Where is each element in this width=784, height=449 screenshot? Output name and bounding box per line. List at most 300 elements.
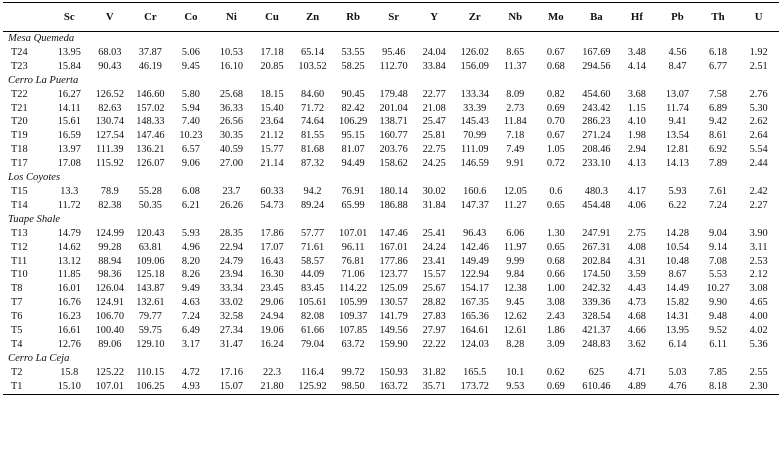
cell-zr: 145.43 bbox=[460, 116, 489, 128]
cell-pb: 14.31 bbox=[665, 311, 690, 323]
cell-zr: 167.35 bbox=[460, 297, 489, 309]
header-y: Y bbox=[414, 3, 455, 32]
cell-cu: 17.07 bbox=[260, 241, 284, 253]
cell-cu: 20.85 bbox=[260, 60, 284, 72]
cell-co: 5.80 bbox=[181, 88, 200, 100]
cell-mo: 3.08 bbox=[546, 297, 565, 309]
cell-th: 7.08 bbox=[709, 255, 728, 267]
header-rb: Rb bbox=[333, 3, 374, 32]
group-row bbox=[3, 213, 779, 227]
cell-cr: 37.87 bbox=[138, 46, 162, 58]
cell-ni: 24.79 bbox=[219, 255, 244, 267]
cell-cu: 16.30 bbox=[260, 269, 284, 281]
cell-cr: 50.35 bbox=[138, 199, 162, 211]
cell-ni: 33.34 bbox=[219, 283, 244, 295]
cell-hf: 4.68 bbox=[627, 311, 646, 323]
header-co: Co bbox=[171, 3, 212, 32]
cell-th: 7.61 bbox=[709, 185, 728, 197]
cell-ni: 31.47 bbox=[219, 338, 244, 350]
cell-hf: 3.48 bbox=[627, 46, 646, 58]
cell-ni: 15.07 bbox=[211, 380, 252, 394]
cell-nb: 10.1 bbox=[506, 366, 525, 378]
cell-y: 24.24 bbox=[422, 241, 446, 253]
cell-ni: 16.10 bbox=[219, 60, 244, 72]
cell-sc: 14.62 bbox=[57, 241, 81, 253]
cell-sr: 177.86 bbox=[379, 255, 408, 267]
cell-hf: 3.68 bbox=[627, 88, 646, 100]
header-v: V bbox=[90, 3, 131, 32]
cell-cu: 16.43 bbox=[260, 255, 284, 267]
cell-nb: 8.65 bbox=[506, 46, 525, 58]
cell-pb: 6.14 bbox=[668, 338, 687, 350]
cell-zr: 111.09 bbox=[460, 144, 489, 156]
table-row bbox=[3, 157, 779, 171]
header-hf: Hf bbox=[617, 3, 658, 32]
group-title: Cerro La Ceja bbox=[8, 352, 70, 364]
cell-sc: 11.85 bbox=[57, 269, 81, 281]
cell-sc: 11.72 bbox=[57, 199, 81, 211]
cell-ni: 23.7 bbox=[222, 185, 241, 197]
cell-hf: 2.94 bbox=[627, 144, 646, 156]
cell-pb: 8.67 bbox=[668, 269, 687, 281]
cell-cu: 54.73 bbox=[260, 199, 284, 211]
table-row bbox=[3, 143, 779, 157]
table-row bbox=[3, 102, 779, 116]
cell-rb: 53.55 bbox=[341, 46, 365, 58]
cell-cu: 17.86 bbox=[260, 227, 284, 239]
cell-sr: 138.71 bbox=[379, 116, 408, 128]
cell-sc: 16.01 bbox=[57, 283, 81, 295]
table-row bbox=[3, 338, 779, 352]
cell-u: 2.27 bbox=[749, 199, 768, 211]
cell-u: 1.92 bbox=[749, 46, 768, 58]
cell-rb: 98.50 bbox=[333, 380, 374, 394]
cell-cu: 60.33 bbox=[260, 185, 284, 197]
cell-v: 126.04 bbox=[95, 283, 124, 295]
cell-hf: 4.13 bbox=[627, 158, 646, 170]
cell-y: 27.83 bbox=[422, 311, 446, 323]
cell-mo: 1.30 bbox=[546, 227, 565, 239]
cell-nb: 9.84 bbox=[506, 269, 525, 281]
cell-pb: 6.22 bbox=[668, 199, 687, 211]
cell-u: 3.11 bbox=[749, 241, 768, 253]
header-ba: Ba bbox=[576, 3, 617, 32]
cell-ba: 421.37 bbox=[582, 325, 611, 337]
group-row bbox=[3, 171, 779, 185]
cell-th: 7.58 bbox=[709, 88, 728, 100]
cell-cr: 157.02 bbox=[136, 102, 165, 114]
group-row bbox=[3, 32, 779, 46]
cell-zn: 82.08 bbox=[300, 311, 325, 323]
cell-sr: 130.57 bbox=[379, 297, 408, 309]
cell-cu: 23.64 bbox=[260, 116, 284, 128]
cell-mo: 0.69 bbox=[546, 102, 565, 114]
cell-ba: 286.23 bbox=[582, 116, 611, 128]
cell-zr: 96.43 bbox=[463, 227, 487, 239]
cell-nb: 12.38 bbox=[503, 283, 527, 295]
cell-ni: 27.00 bbox=[219, 158, 244, 170]
cell-y: 24.04 bbox=[422, 46, 446, 58]
cell-co: 6.08 bbox=[181, 185, 200, 197]
header-cu: Cu bbox=[252, 3, 293, 32]
header-cr: Cr bbox=[130, 3, 171, 32]
cell-v: 88.94 bbox=[98, 255, 122, 267]
cell-pb: 4.76 bbox=[657, 380, 698, 394]
cell-rb: 105.99 bbox=[338, 297, 368, 309]
cell-rb: 63.72 bbox=[341, 338, 365, 350]
cell-u: 3.90 bbox=[749, 227, 768, 239]
cell-u: 2.30 bbox=[738, 380, 779, 394]
cell-cu: 22.3 bbox=[262, 366, 282, 378]
cell-co: 4.93 bbox=[171, 380, 212, 394]
cell-y: 22.77 bbox=[422, 88, 446, 100]
cell-th: 7.85 bbox=[709, 366, 728, 378]
cell-y: 30.02 bbox=[422, 185, 446, 197]
cell-ni: 10.53 bbox=[219, 46, 244, 58]
cell-pb: 13.95 bbox=[665, 325, 690, 337]
cell-v: 124.91 bbox=[95, 297, 124, 309]
cell-rb: 94.49 bbox=[341, 158, 365, 170]
cell-y: 25.41 bbox=[422, 227, 446, 239]
cell-co: 8.26 bbox=[181, 269, 200, 281]
cell-mo: 0.69 bbox=[536, 380, 577, 394]
cell-cr: 120.43 bbox=[136, 227, 165, 239]
cell-u: 2.55 bbox=[749, 366, 768, 378]
cell-cr: 136.21 bbox=[136, 144, 165, 156]
cell-sr: 95.46 bbox=[382, 46, 406, 58]
cell-sr: 147.46 bbox=[379, 227, 408, 239]
table-container bbox=[3, 2, 779, 395]
sample-id: T11 bbox=[11, 255, 28, 267]
cell-sr: 112.70 bbox=[379, 60, 408, 72]
cell-pb: 8.47 bbox=[668, 60, 687, 72]
cell-cr: 106.25 bbox=[130, 380, 171, 394]
cell-nb: 7.18 bbox=[506, 130, 525, 142]
cell-ni: 28.35 bbox=[219, 227, 244, 239]
cell-cr: 129.10 bbox=[136, 338, 165, 350]
cell-zr: 154.17 bbox=[460, 283, 489, 295]
cell-th: 7.24 bbox=[709, 199, 728, 211]
cell-zn: 61.66 bbox=[300, 325, 325, 337]
cell-cr: 148.33 bbox=[136, 116, 165, 128]
sample-id: T24 bbox=[11, 46, 28, 58]
cell-y: 33.84 bbox=[422, 60, 446, 72]
cell-th: 6.92 bbox=[709, 144, 728, 156]
sample-id: T6 bbox=[11, 311, 23, 323]
cell-sc: 14.11 bbox=[57, 102, 81, 114]
cell-mo: 0.66 bbox=[546, 269, 565, 281]
cell-sc: 13.95 bbox=[57, 46, 81, 58]
table-row bbox=[3, 60, 779, 74]
cell-cu: 19.06 bbox=[260, 325, 284, 337]
cell-ni: 22.94 bbox=[219, 241, 244, 253]
cell-ba: 243.42 bbox=[582, 102, 611, 114]
cell-th: 9.52 bbox=[709, 325, 728, 337]
cell-nb: 11.37 bbox=[503, 60, 527, 72]
cell-sc: 16.59 bbox=[57, 130, 81, 142]
cell-nb: 8.28 bbox=[506, 338, 525, 350]
cell-sr: 179.48 bbox=[379, 88, 408, 100]
cell-pb: 14.28 bbox=[665, 227, 690, 239]
cell-mo: 0.70 bbox=[546, 116, 565, 128]
cell-zr: 160.6 bbox=[463, 185, 487, 197]
cell-ni: 17.16 bbox=[219, 366, 244, 378]
cell-ba: 480.3 bbox=[584, 185, 608, 197]
cell-th: 5.53 bbox=[709, 269, 728, 281]
cell-th: 9.42 bbox=[709, 116, 728, 128]
cell-ni: 27.34 bbox=[219, 325, 244, 337]
cell-co: 4.72 bbox=[181, 366, 200, 378]
cell-sc: 15.8 bbox=[60, 366, 79, 378]
cell-cu: 16.24 bbox=[260, 338, 284, 350]
cell-sc: 13.97 bbox=[57, 144, 81, 156]
table-row bbox=[3, 366, 779, 380]
cell-ni: 25.68 bbox=[219, 88, 244, 100]
cell-cu: 17.18 bbox=[260, 46, 284, 58]
table-row bbox=[3, 185, 779, 199]
cell-nb: 11.84 bbox=[503, 116, 527, 128]
sample-id: T12 bbox=[11, 241, 28, 253]
cell-pb: 9.41 bbox=[668, 116, 687, 128]
cell-rb: 107.01 bbox=[338, 227, 368, 239]
cell-sc: 14.79 bbox=[57, 227, 81, 239]
table-row bbox=[3, 227, 779, 241]
cell-y: 21.08 bbox=[422, 102, 446, 114]
cell-zr: 33.39 bbox=[463, 102, 487, 114]
cell-zn: 83.45 bbox=[300, 283, 325, 295]
cell-zn: 116.4 bbox=[301, 366, 324, 378]
cell-sr: 159.90 bbox=[379, 338, 408, 350]
cell-ba: 202.84 bbox=[582, 255, 611, 267]
cell-sr: 149.56 bbox=[379, 325, 408, 337]
cell-zr: 133.34 bbox=[460, 88, 489, 100]
cell-zn: 105.61 bbox=[298, 297, 327, 309]
cell-cu: 21.12 bbox=[260, 130, 284, 142]
cell-hf: 4.10 bbox=[627, 116, 646, 128]
cell-th: 6.89 bbox=[709, 102, 728, 114]
cell-cr: 63.81 bbox=[138, 241, 162, 253]
cell-ni: 36.33 bbox=[219, 102, 244, 114]
header-sr: Sr bbox=[373, 3, 414, 32]
sample-id: T14 bbox=[11, 199, 28, 211]
cell-rb: 81.07 bbox=[341, 144, 365, 156]
cell-cr: 109.06 bbox=[136, 255, 165, 267]
cell-ba: 328.54 bbox=[582, 311, 611, 323]
sample-id: T22 bbox=[11, 88, 28, 100]
cell-v: 100.40 bbox=[95, 325, 124, 337]
sample-id: T2 bbox=[11, 366, 23, 378]
table-row bbox=[3, 310, 779, 324]
cell-co: 5.93 bbox=[181, 227, 200, 239]
cell-nb: 8.09 bbox=[506, 88, 525, 100]
cell-v: 106.70 bbox=[95, 311, 124, 323]
cell-v: 115.92 bbox=[95, 158, 124, 170]
cell-sc: 15.61 bbox=[57, 116, 81, 128]
cell-hf: 4.71 bbox=[627, 366, 646, 378]
cell-mo: 0.82 bbox=[546, 88, 565, 100]
cell-nb: 12.61 bbox=[503, 325, 527, 337]
cell-ba: 242.32 bbox=[582, 283, 611, 295]
cell-zr: 173.72 bbox=[454, 380, 495, 394]
cell-u: 5.54 bbox=[749, 144, 768, 156]
cell-sr: 125.09 bbox=[379, 283, 408, 295]
cell-ba: 208.46 bbox=[582, 144, 611, 156]
cell-mo: 1.05 bbox=[546, 144, 565, 156]
cell-nb: 9.99 bbox=[506, 255, 525, 267]
cell-ba: 247.91 bbox=[582, 227, 611, 239]
table-row bbox=[3, 241, 779, 255]
cell-zn: 84.60 bbox=[300, 88, 325, 100]
header-zn: Zn bbox=[292, 3, 333, 32]
cell-y: 28.82 bbox=[422, 297, 446, 309]
cell-sr: 163.72 bbox=[373, 380, 414, 394]
cell-hf: 4.31 bbox=[627, 255, 646, 267]
cell-hf: 3.59 bbox=[627, 269, 646, 281]
cell-hf: 4.06 bbox=[627, 199, 646, 211]
header-sample bbox=[3, 3, 49, 32]
table-row bbox=[3, 324, 779, 338]
cell-v: 89.06 bbox=[98, 338, 122, 350]
cell-y: 35.71 bbox=[414, 380, 455, 394]
cell-ba: 454.48 bbox=[582, 199, 611, 211]
cell-cu: 29.06 bbox=[260, 297, 284, 309]
cell-zr: 165.5 bbox=[463, 366, 487, 378]
cell-nb: 9.45 bbox=[506, 297, 525, 309]
cell-zr: 164.61 bbox=[460, 325, 489, 337]
header-u: U bbox=[738, 3, 779, 32]
cell-zr: 70.99 bbox=[463, 130, 487, 142]
cell-sc: 13.3 bbox=[60, 185, 79, 197]
cell-mo: 3.09 bbox=[546, 338, 565, 350]
cell-ni: 30.35 bbox=[219, 130, 244, 142]
cell-zr: 156.09 bbox=[460, 60, 489, 72]
cell-th: 6.77 bbox=[709, 60, 728, 72]
sample-id: T1 bbox=[3, 380, 49, 394]
cell-cr: 126.07 bbox=[136, 158, 165, 170]
cell-zn: 81.55 bbox=[300, 130, 325, 142]
cell-pb: 5.03 bbox=[668, 366, 687, 378]
cell-ni: 26.56 bbox=[219, 116, 244, 128]
cell-u: 2.64 bbox=[749, 130, 768, 142]
cell-pb: 13.54 bbox=[665, 130, 690, 142]
cell-sr: 150.93 bbox=[379, 366, 408, 378]
cell-sc: 16.23 bbox=[57, 311, 81, 323]
geochemistry-table bbox=[3, 2, 779, 395]
sample-id: T18 bbox=[11, 144, 28, 156]
cell-cu: 18.15 bbox=[260, 88, 284, 100]
cell-co: 4.63 bbox=[181, 297, 200, 309]
sample-id: T21 bbox=[11, 102, 28, 114]
cell-hf: 4.14 bbox=[627, 60, 646, 72]
cell-cr: 55.28 bbox=[138, 185, 162, 197]
cell-v: 127.54 bbox=[95, 130, 124, 142]
cell-nb: 11.27 bbox=[503, 199, 527, 211]
cell-y: 27.97 bbox=[422, 325, 446, 337]
cell-nb: 9.91 bbox=[506, 158, 525, 170]
cell-mo: 0.65 bbox=[546, 199, 565, 211]
cell-y: 15.57 bbox=[422, 269, 446, 281]
cell-v: 107.01 bbox=[90, 380, 131, 394]
cell-rb: 82.42 bbox=[341, 102, 365, 114]
cell-sc: 16.76 bbox=[57, 297, 81, 309]
cell-cr: 146.60 bbox=[136, 88, 165, 100]
cell-sr: 158.62 bbox=[379, 158, 408, 170]
cell-v: 82.38 bbox=[98, 199, 122, 211]
sample-id: T5 bbox=[11, 325, 23, 337]
table-row bbox=[3, 282, 779, 296]
cell-sc: 12.76 bbox=[57, 338, 81, 350]
cell-ba: 174.50 bbox=[582, 269, 611, 281]
cell-sr: 203.76 bbox=[379, 144, 408, 156]
cell-rb: 76.81 bbox=[341, 255, 365, 267]
cell-co: 9.49 bbox=[181, 283, 200, 295]
cell-v: 99.28 bbox=[98, 241, 122, 253]
header-ni: Ni bbox=[211, 3, 252, 32]
cell-u: 5.30 bbox=[749, 102, 768, 114]
header-nb: Nb bbox=[495, 3, 536, 32]
cell-hf: 4.89 bbox=[617, 380, 658, 394]
cell-zn: 79.04 bbox=[300, 338, 325, 350]
cell-v: 90.43 bbox=[98, 60, 122, 72]
sample-id: T10 bbox=[11, 269, 28, 281]
cell-sr: 160.77 bbox=[379, 130, 408, 142]
cell-mo: 0.62 bbox=[546, 366, 565, 378]
cell-nb: 12.05 bbox=[503, 185, 527, 197]
cell-zn: 57.77 bbox=[300, 227, 325, 239]
cell-rb: 114.22 bbox=[339, 283, 368, 295]
cell-zn: 125.92 bbox=[292, 380, 333, 394]
cell-co: 8.20 bbox=[181, 255, 200, 267]
cell-rb: 107.85 bbox=[338, 325, 368, 337]
table-row bbox=[3, 88, 779, 102]
header-zr: Zr bbox=[454, 3, 495, 32]
cell-mo: 0.65 bbox=[546, 241, 565, 253]
cell-zn: 71.72 bbox=[300, 102, 325, 114]
cell-zr: 147.37 bbox=[460, 199, 489, 211]
cell-sr: 141.79 bbox=[379, 311, 408, 323]
group-row bbox=[3, 352, 779, 366]
cell-co: 6.21 bbox=[181, 199, 200, 211]
cell-pb: 10.48 bbox=[665, 255, 690, 267]
cell-rb: 99.72 bbox=[341, 366, 365, 378]
cell-mo: 0.67 bbox=[546, 46, 565, 58]
cell-co: 4.96 bbox=[181, 241, 200, 253]
header-th: Th bbox=[698, 3, 739, 32]
cell-zr: 126.02 bbox=[460, 46, 489, 58]
cell-rb: 109.37 bbox=[338, 311, 368, 323]
table-row bbox=[3, 296, 779, 310]
sample-id: T17 bbox=[11, 158, 28, 170]
sample-id: T23 bbox=[11, 60, 28, 72]
cell-th: 10.27 bbox=[706, 283, 730, 295]
cell-sr: 167.01 bbox=[379, 241, 408, 253]
cell-sc: 13.12 bbox=[57, 255, 81, 267]
cell-u: 4.00 bbox=[749, 311, 768, 323]
cell-v: 124.99 bbox=[95, 227, 124, 239]
table-body bbox=[3, 32, 779, 395]
table-row bbox=[3, 255, 779, 269]
cell-mo: 2.43 bbox=[546, 311, 565, 323]
cell-ba: 267.31 bbox=[582, 241, 611, 253]
cell-rb: 95.15 bbox=[341, 130, 365, 142]
cell-mo: 0.67 bbox=[546, 130, 565, 142]
cell-rb: 90.45 bbox=[341, 88, 365, 100]
cell-y: 22.75 bbox=[422, 144, 446, 156]
cell-nb: 2.73 bbox=[506, 102, 525, 114]
sample-id: T4 bbox=[11, 338, 23, 350]
cell-co: 6.57 bbox=[181, 144, 200, 156]
cell-y: 24.25 bbox=[422, 158, 446, 170]
